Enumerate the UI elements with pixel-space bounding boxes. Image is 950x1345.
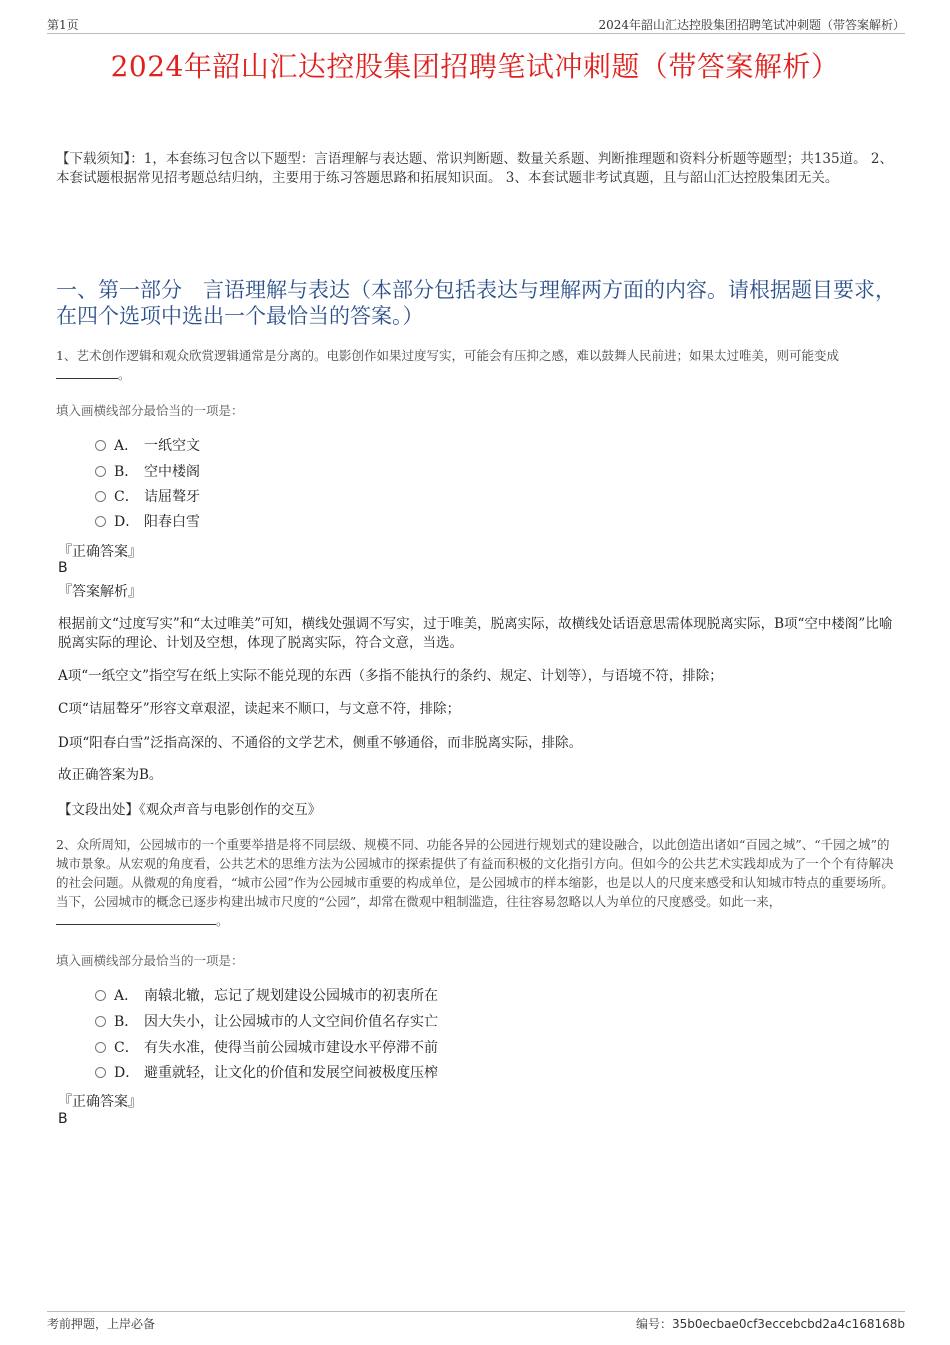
page-number: 第1页 — [47, 18, 79, 32]
footer-code: 编号：35b0ecbae0cf3eccebcbd2a4c168168b — [635, 1317, 905, 1331]
question-1-text — [56, 346, 901, 384]
analysis-paragraph: 故正确答案为B。 — [58, 767, 163, 783]
question-2-option-a[interactable]: A． 南辕北辙，忘记了规划建设公园城市的初衷所在 — [95, 986, 438, 1006]
question-1-answer-label: 『正确答案』 — [58, 544, 142, 560]
question-2-option-c[interactable]: C． 有失水准，使得当前公园城市建设水平停滞不前 — [95, 1038, 438, 1058]
footer-slogan: 考前押题，上岸必备 — [47, 1317, 156, 1331]
question-2-option-b[interactable]: B． 因大失小，让公园城市的人文空间价值名存实亡 — [95, 1012, 438, 1032]
header-doc-title: 2024年韶山汇达控股集团招聘笔试冲刺题（带答案解析） — [598, 18, 905, 32]
question-1-source: 【文段出处】《观众声音与电影创作的交互》 — [58, 802, 322, 818]
radio-icon[interactable] — [95, 1067, 106, 1078]
page-footer — [47, 1311, 905, 1335]
question-2-blank — [56, 912, 216, 925]
analysis-paragraph: D项“阳春白雪”泛指高深的、不通俗的文学艺术，侧重不够通俗，而非脱离实际，排除。 — [58, 735, 583, 751]
question-1-end: 。 — [118, 367, 131, 382]
radio-icon[interactable] — [95, 440, 106, 451]
analysis-paragraph: 根据前文“过度写实”和“太过唯美”可知，横线处强调不写实，过于唯美，脱离实际，故横线处话语意思需体现脱离实际，B项“空中楼阁”比喻脱离实际的理论、计划及空想，体现了脱离实际，符合文意，当选。 — [58, 616, 893, 651]
question-2-prompt: 填入画横线部分最恰当的一项是： — [56, 953, 244, 968]
question-1-prompt: 填入画横线部分最恰当的一项是： — [56, 403, 244, 418]
section-heading: 一、第一部分 言语理解与表达（本部分包括表达与理解两方面的内容。请根据题目要求，在四个选项中选出一个最恰当的答案。） — [56, 278, 896, 328]
question-1-option-a[interactable]: A． 一纸空文 — [95, 436, 200, 456]
question-1-option-b[interactable]: B． 空中楼阁 — [95, 462, 200, 482]
radio-icon[interactable] — [95, 1042, 106, 1053]
question-2-end: 。 — [216, 913, 229, 928]
page-header — [47, 14, 905, 34]
radio-icon[interactable] — [95, 990, 106, 1001]
question-1-body: 1、艺术创作逻辑和观众欣赏逻辑通常是分离的。电影创作如果过度写实，可能会有压抑之感，难以鼓舞人民前进；如果太过唯美，则可能变成 — [56, 348, 839, 363]
question-1-option-c[interactable]: C． 诘屈聱牙 — [95, 487, 200, 507]
question-1-option-d[interactable]: D． 阳春白雪 — [95, 512, 200, 532]
question-1-blank — [56, 366, 118, 379]
question-2-answer-label: 『正确答案』 — [58, 1094, 142, 1110]
question-2-text — [56, 835, 901, 930]
question-2-body: 2、众所周知，公园城市的一个重要举措是将不同层级、规模不同、功能各异的公园进行规划式的建设融合，以此创造出诸如“百园之城”、“千园之城”的城市景象。从宏观的角度看，公共艺术的思维方法为公园城市的探索提供了有益而积极的文化指引方向。但如今的公共艺术实践却成为了一个个有待解决的社会问题。从微观的角度看，“城市公园”作为公园城市重要的构成单位，是公园城市的样本缩影，也是以人的尺度来感受和认知城市特点的重要场所。当下，公园城市的概念已逐步构建出城市尺度的“公园”，却常在微观中粗制滥造，往往容易忽略以人为单位的尺度感受。如此一来， — [56, 837, 894, 909]
question-1-answer: B — [58, 560, 68, 576]
download-notice: 【下载须知】：1，本套练习包含以下题型：言语理解与表达题、常识判断题、数量关系题、判断推理题和资料分析题等题型；共135道。 2、本套试题根据常见招考题总结归纳，主要用于练习答题思路和拓展知识面。 3、本套试题非考试真题，且与韶山汇达控股集团无关。 — [56, 151, 893, 186]
question-2-option-d[interactable]: D． 避重就轻，让文化的价值和发展空间被极度压榨 — [95, 1063, 438, 1083]
radio-icon[interactable] — [95, 1016, 106, 1027]
radio-icon[interactable] — [95, 491, 106, 502]
radio-icon[interactable] — [95, 516, 106, 527]
document-title: 2024年韶山汇达控股集团招聘笔试冲刺题（带答案解析） — [110, 50, 840, 83]
radio-icon[interactable] — [95, 466, 106, 477]
question-2-answer: B — [58, 1111, 68, 1127]
question-1-analysis-label: 『答案解析』 — [58, 584, 142, 600]
analysis-paragraph: C项“诘屈聱牙”形容文章艰涩，读起来不顺口，与文意不符，排除； — [58, 701, 461, 717]
analysis-paragraph: A项“一纸空文”指空写在纸上实际不能兑现的东西（多指不能执行的条约、规定、计划等），与语境不符，排除； — [58, 668, 723, 684]
